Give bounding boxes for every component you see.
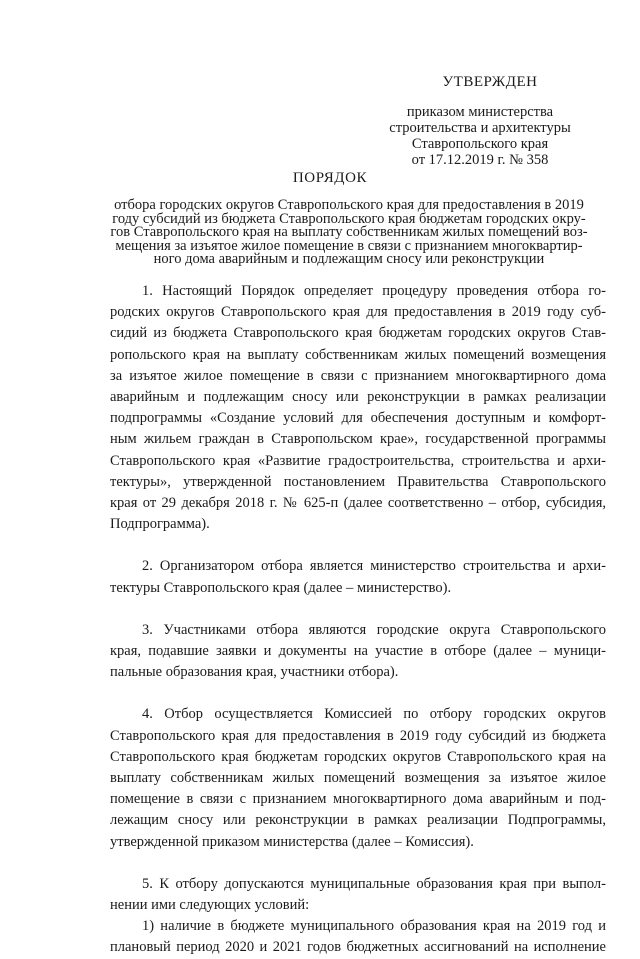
paragraph-line: края от 29 декабря 2018 г. № 625-п (далее соответственно – отбор, субсидия, xyxy=(110,495,606,512)
approval-line: от 17.12.2019 г. № 358 xyxy=(411,152,549,168)
approval-line: Ставропольского края xyxy=(411,136,549,152)
subtitle-line: году субсидий из бюджета Ставропольского края бюджетам городских окру- xyxy=(112,210,586,227)
paragraph-line: утвержденной приказом министерства (далее – Комиссия). xyxy=(110,833,474,850)
paragraph-line: края, подавшие заявки и документы на участие в отборе (далее – муници- xyxy=(110,643,606,660)
paragraph xyxy=(110,556,606,598)
paragraph-gap xyxy=(110,683,606,704)
paragraph-line: плановый период 2020 и 2021 годов бюджетных ассигнований на исполнение xyxy=(110,939,606,956)
paragraph-line: пальные образования края, участники отбора). xyxy=(110,664,399,681)
subtitle-line: отбора городских округов Ставропольского края для предоставления в 2019 xyxy=(114,197,584,213)
paragraph-line: тектуры Ставропольского края (далее – министерство). xyxy=(110,579,452,596)
approval-stamp xyxy=(360,74,600,168)
approval-line: строительства и архитектуры xyxy=(389,120,571,136)
paragraph-line: 5. К отбору допускаются муниципальные образования края при выпол- xyxy=(142,875,606,892)
paragraph-line: 4. Отбор осуществляется Комиссией по отбору городских округов xyxy=(142,706,606,723)
paragraph-line: помещение в связи с признанием многоквартирного дома аварийным и под- xyxy=(110,791,606,808)
paragraph-line: лежащим сносу или реконструкции в рамках реализации Подпрограммы, xyxy=(110,812,606,829)
paragraph-line: Ставропольского края бюджетам городских округов Ставропольского края на xyxy=(110,748,606,765)
paragraph xyxy=(110,281,606,535)
paragraph-gap xyxy=(110,853,606,874)
paragraph-line: 1) наличие в бюджете муниципального образования края на 2019 год и xyxy=(142,918,606,935)
paragraph xyxy=(110,874,606,916)
document-title: ПОРЯДОК xyxy=(292,170,368,186)
paragraph-line: ным жильем граждан в Ставропольском крае», государственной программы xyxy=(110,431,606,448)
paragraph xyxy=(110,704,606,852)
paragraph-gap xyxy=(110,535,606,556)
paragraph-line: выплату собственникам жилых помещений возмещения за изъятое жилое xyxy=(110,770,606,787)
document-body xyxy=(110,281,606,959)
paragraph-line: Ставропольского края для предоставления в 2019 году субсидий из бюджета xyxy=(110,727,606,744)
paragraph xyxy=(110,620,606,684)
approved-heading: УТВЕРЖДЕН xyxy=(442,74,538,90)
paragraph xyxy=(110,916,606,958)
paragraph-line: ропольского края на выплату собственникам жилых помещений возмещения xyxy=(110,346,606,363)
paragraph-line: 1. Настоящий Порядок определяет процедуру проведения отбора го- xyxy=(142,283,606,299)
paragraph-line: тектуры», утвержденной постановлением Правительства Ставропольского xyxy=(110,473,606,490)
paragraph-line: Подпрограмма). xyxy=(110,516,210,533)
subtitle-line: гов Ставропольского края на выплату собственникам жилых помещений воз- xyxy=(110,224,588,241)
paragraph-line: сидий из бюджета Ставропольского края бюджетам городских округов Став- xyxy=(110,325,606,342)
paragraph-gap xyxy=(110,599,606,620)
paragraph-line: Ставропольского края «Развитие градостроительства, строительства и архи- xyxy=(110,452,606,469)
paragraph-line: подпрограммы «Создание условий для обеспечения доступным и комфорт- xyxy=(110,410,606,427)
paragraph-line: 2. Организатором отбора является министерство строительства и архи- xyxy=(142,558,606,575)
paragraph-line: 3. Участниками отбора являются городские округа Ставропольского xyxy=(142,621,606,638)
paragraph-line: нении ими следующих условий: xyxy=(110,897,310,914)
paragraph-line: аварийным и подлежащим сносу или реконструкции в рамках реализации xyxy=(110,389,606,406)
paragraph-line: родских округов Ставропольского края для предоставления в 2019 году суб- xyxy=(110,304,606,321)
subtitle-line: мещения за изъятое жилое помещение в связи с признанием многоквартир- xyxy=(115,237,583,254)
subtitle-line: ного дома аварийным и подлежащим сносу или реконструкции xyxy=(153,251,545,268)
approval-line: приказом министерства xyxy=(406,104,554,120)
paragraph-line: за изъятое жилое помещение в связи с признанием многоквартирного дома xyxy=(110,367,606,384)
document-subtitle xyxy=(110,199,588,267)
